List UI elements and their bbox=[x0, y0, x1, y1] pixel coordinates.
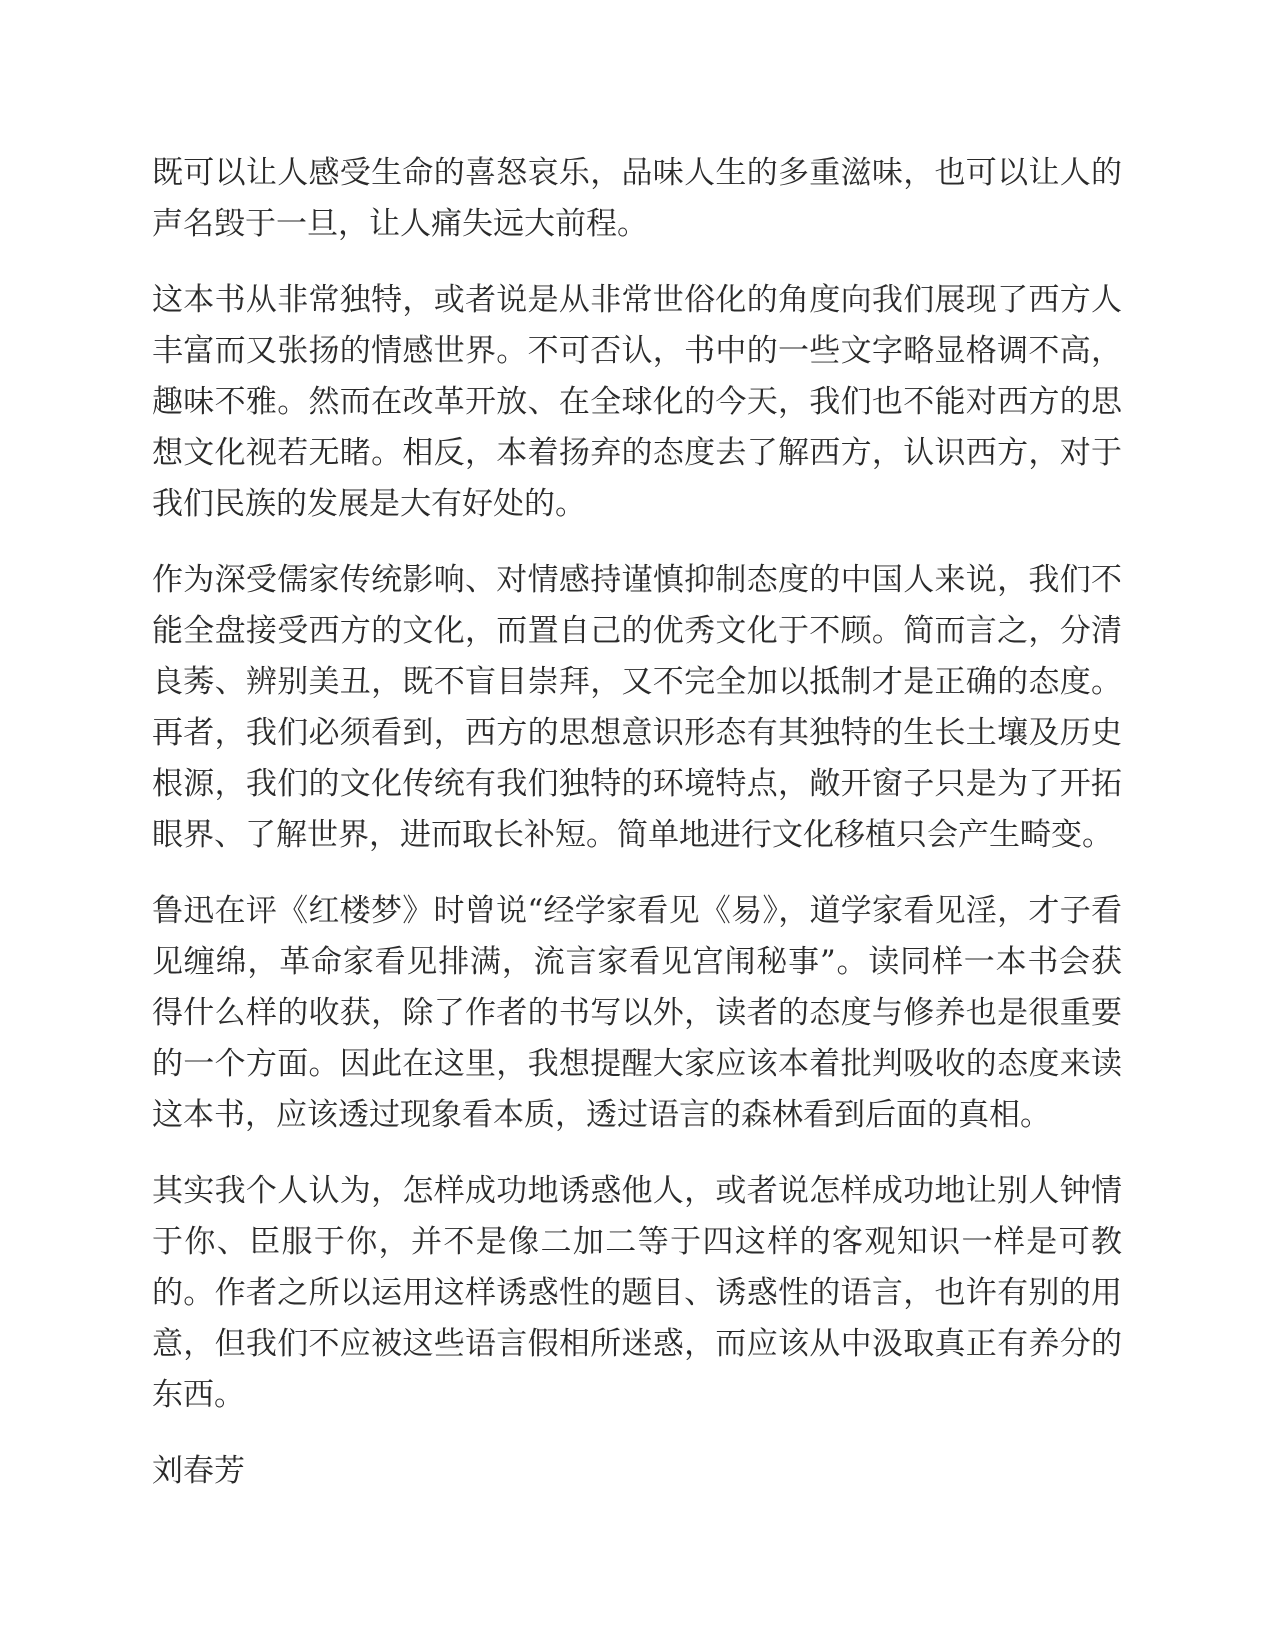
paragraph-5: 其实我个人认为，怎样成功地诱惑他人，或者说怎样成功地让别人钟情于你、臣服于你，并不是像二加二等于四这样的客观知识一样是可教的。作者之所以运用这样诱惑性的题目、诱惑性的语言，也许有别的用意，但我们不应被这些语言假相所迷惑，而应该从中汲取真正有养分的东西。 bbox=[152, 1173, 1122, 1413]
paragraph-1: 既可以让人感受生命的喜怒哀乐，品味人生的多重滋味，也可以让人的声名毁于一旦，让人痛失远大前程。 bbox=[152, 155, 1122, 242]
author-signature: 刘春芳 bbox=[152, 1453, 245, 1489]
paragraph-3: 作为深受儒家传统影响、对情感持谨慎抑制态度的中国人来说，我们不能全盘接受西方的文化，而置自己的优秀文化于不顾。简而言之，分清良莠、辨别美丑，既不盲目崇拜，又不完全加以抵制才是正确的态度。再者，我们必须看到，西方的思想意识形态有其独特的生长土壤及历史根源，我们的文化传统有我们独特的环境特点，敞开窗子只是为了开拓眼界、了解世界，进而取长补短。简单地进行文化移植只会产生畸变。 bbox=[152, 562, 1122, 853]
paragraph-2: 这本书从非常独特，或者说是从非常世俗化的角度向我们展现了西方人丰富而又张扬的情感世界。不可否认，书中的一些文字略显格调不高，趣味不雅。然而在改革开放、在全球化的今天，我们也不能对西方的思想文化视若无睹。相反，本着扬弃的态度去了解西方，认识西方，对于我们民族的发展是大有好处的。 bbox=[152, 282, 1122, 522]
paragraph-4: 鲁迅在评《红楼梦》时曾说“经学家看见《易》，道学家看见淫，才子看见缠绵，革命家看见排满，流言家看见宫闱秘事”。读同样一本书会获得什么样的收获，除了作者的书写以外，读者的态度与修养也是很重要的一个方面。因此在这里，我想提醒大家应该本着批判吸收的态度来读这本书，应该透过现象看本质，透过语言的森林看到后面的真相。 bbox=[152, 893, 1122, 1133]
document-body bbox=[152, 148, 1122, 1497]
